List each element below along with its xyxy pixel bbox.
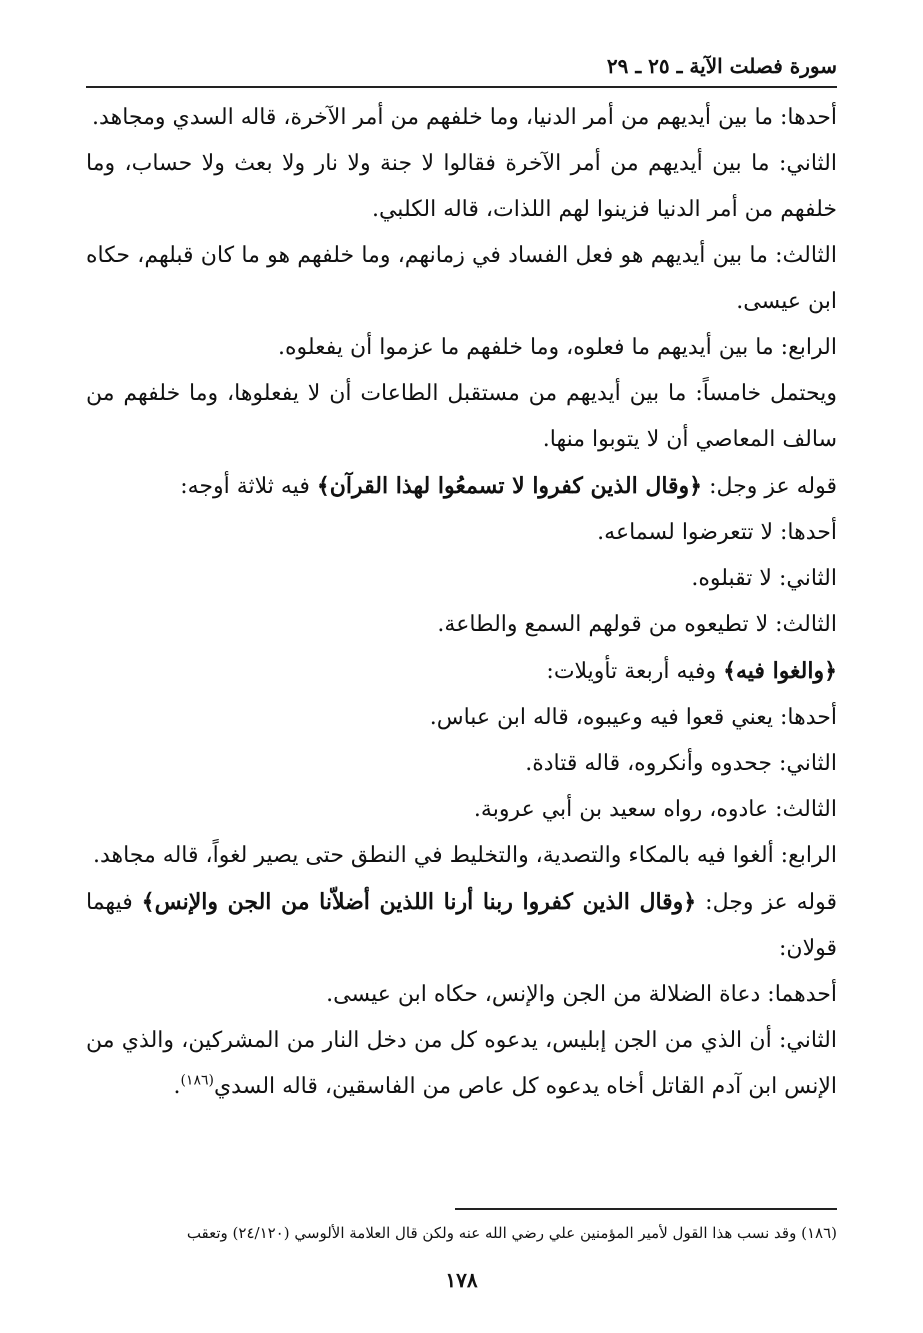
page-number: ١٧٨ xyxy=(445,1268,478,1292)
paragraph-1: أحدها: ما بين أيديهم من أمر الدنيا، وما خلفهم من أمر الآخرة، قاله السدي ومجاهد. xyxy=(92,105,837,130)
paragraph-last xyxy=(86,1018,837,1110)
paragraph-last-text: الثاني: أن الذي من الجن إبليس، يدعوه كل من دخل النار من المشركين، والذي من الإنس ابن آدم القاتل أخاه يدعوه كل عاص من الفاسقين، قاله السدي xyxy=(86,1028,837,1099)
verse-heading-1 xyxy=(86,463,837,510)
verse-quote: ﴿والغوا فيه﴾ xyxy=(723,658,837,684)
main-text xyxy=(86,95,837,1110)
verse-quote: ﴿وقال الذين كفروا لا تسمعُوا لهذا القرآن﴾ xyxy=(316,473,703,499)
verse-quote: ﴿وقال الذين كفروا ربنا أرنا اللذين أضلاّنا من الجن والإنس﴾ xyxy=(141,889,697,915)
paragraph-last-end: . xyxy=(173,1074,181,1099)
phrase-heading-2 xyxy=(86,648,837,695)
verse-tail: فيهما قولان: xyxy=(86,890,837,961)
verse-tail: وفيه أربعة تأويلات: xyxy=(546,659,724,684)
list-item: الثاني: لا تقبلوه. xyxy=(691,566,837,591)
list-item: أحدها: لا تتعرضوا لسماعه. xyxy=(597,520,837,545)
footnote-reference[interactable]: (١٨٦) xyxy=(180,1072,214,1089)
verse-intro: قوله عز وجل: xyxy=(696,890,837,915)
paragraph-4: الرابع: ما بين أيديهم ما فعلوه، وما خلفهم ما عزموا أن يفعلوه. xyxy=(277,335,837,360)
paragraph-2: الثاني: ما بين أيديهم من أمر الآخرة فقالوا لا جنة ولا نار ولا بعث ولا حساب، وما خلفهم من أمر الدنيا فزينوا لهم اللذات، قاله الكلبي. xyxy=(86,151,837,222)
verse-heading-3 xyxy=(86,879,837,972)
verse-intro: قوله عز وجل: xyxy=(702,474,837,499)
list-item: أحدهما: دعاة الضلالة من الجن والإنس، حكاه ابن عيسى. xyxy=(326,982,837,1007)
footnote-separator xyxy=(455,1208,837,1210)
paragraph-3: الثالث: ما بين أيديهم هو فعل الفساد في زمانهم، وما خلفهم هو ما كان قبلهم، حكاه ابن عيسى. xyxy=(86,243,837,314)
list-item: أحدها: يعني قعوا فيه وعيبوه، قاله ابن عباس. xyxy=(429,705,837,730)
surah-title: سورة فصلت الآية ـ ٢٥ ـ ٢٩ xyxy=(606,54,837,78)
paragraph-5: ويحتمل خامساً: ما بين أيديهم من مستقبل الطاعات أن لا يفعلوها، وما خلفهم من سالف المعاصي أن لا يتوبوا منها. xyxy=(86,381,837,452)
verse-tail: فيه ثلاثة أوجه: xyxy=(180,474,317,499)
list-item: الثاني: جحدوه وأنكروه، قاله قتادة. xyxy=(525,751,837,776)
running-header xyxy=(86,52,837,88)
list-item: الثالث: عادوه، رواه سعيد بن أبي عروبة. xyxy=(473,797,837,822)
list-item: الرابع: ألغوا فيه بالمكاء والتصدية، والتخليط في النطق حتى يصير لغواً، قاله مجاهد. xyxy=(92,843,837,868)
footnote: (١٨٦) وقد نسب هذا القول لأمير المؤمنين علي رضي الله عنه ولكن قال العلامة الألوسي (٢٤/١٢٠) وتعقب xyxy=(186,1224,837,1242)
list-item: الثالث: لا تطيعوه من قولهم السمع والطاعة. xyxy=(437,612,837,637)
